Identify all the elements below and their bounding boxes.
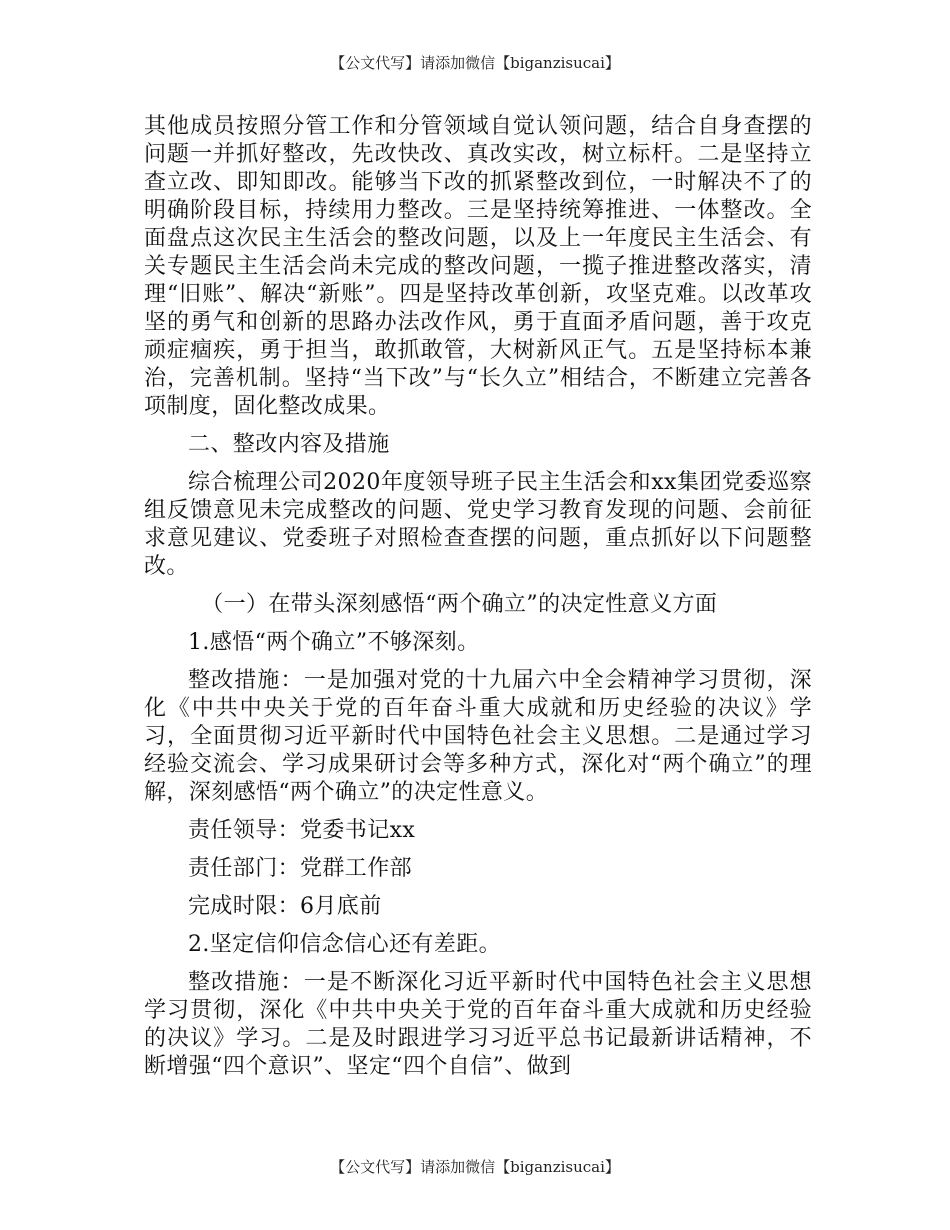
- issue-2-measures: 整改措施：一是不断深化习近平新时代中国特色社会主义思想学习贯彻，深化《中共中央关于党的百年奋斗重大成就和历史经验的决议》学习。二是及时跟进学习习近平总书记最新讲话精神，不断增强“四个意识”、坚定“四个自信”、做到: [144, 970, 812, 1079]
- paragraph-summary: 综合梳理公司2020年度领导班子民主生活会和xx集团党委巡察组反馈意见未完成整改的问题、党史学习教育发现的问题、会前征求意见建议、党委班子对照检查查摆的问题，重点抓好以下问题整改。: [144, 470, 812, 579]
- issue-1-department: 责任部门：党群工作部: [188, 856, 413, 881]
- section-heading-2: 二、整改内容及措施: [188, 432, 390, 457]
- subsection-heading-1: （一）在带头深刻感悟“两个确立”的决定性意义方面: [201, 592, 718, 617]
- issue-1-title: 1.感悟“两个确立”不够深刻。: [188, 630, 480, 655]
- page-header: 【公文代写】请添加微信【biganzisucai】: [330, 54, 620, 72]
- issue-1-deadline: 完成时限：6月底前: [188, 894, 382, 919]
- page-footer: 【公文代写】请添加微信【biganzisucai】: [330, 1158, 620, 1176]
- issue-2-title: 2.坚定信仰信念信心还有差距。: [188, 932, 501, 957]
- issue-1-measures: 整改措施：一是加强对党的十九届六中全会精神学习贯彻，深化《中共中央关于党的百年奋斗重大成就和历史经验的决议》学习，全面贯彻习近平新时代中国特色社会主义思想。二是通过学习经验交流会、学习成果研讨会等多种方式，深化对“两个确立”的理解，深刻感悟“两个确立”的决定性意义。: [144, 668, 812, 805]
- issue-1-leader: 责任领导：党委书记xx: [188, 818, 416, 843]
- paragraph-principles: 其他成员按照分管工作和分管领域自觉认领问题，结合自身查摆的问题一并抓好整改，先改快改、真改实改，树立标杆。二是坚持立查立改、即知即改。能够当下改的抓紧整改到位，一时解决不了的明确阶段目标，持续用力整改。三是坚持统筹推进、一体整改。全面盘点这次民主生活会的整改问题，以及上一年度民主生活会、有关专题民主生活会尚未完成的整改问题，一揽子推进整改落实，清理“旧账”、解决“新账”。四是坚持改革创新，攻坚克难。以改革攻坚的勇气和创新的思路办法改作风，勇于直面矛盾问题，善于攻克顽症痼疾，勇于担当，敢抓敢管，大树新风正气。五是坚持标本兼治，完善机制。坚持“当下改”与“长久立”相结合，不断建立完善各项制度，固化整改成果。: [144, 114, 812, 419]
- document-body: [144, 113, 812, 1091]
